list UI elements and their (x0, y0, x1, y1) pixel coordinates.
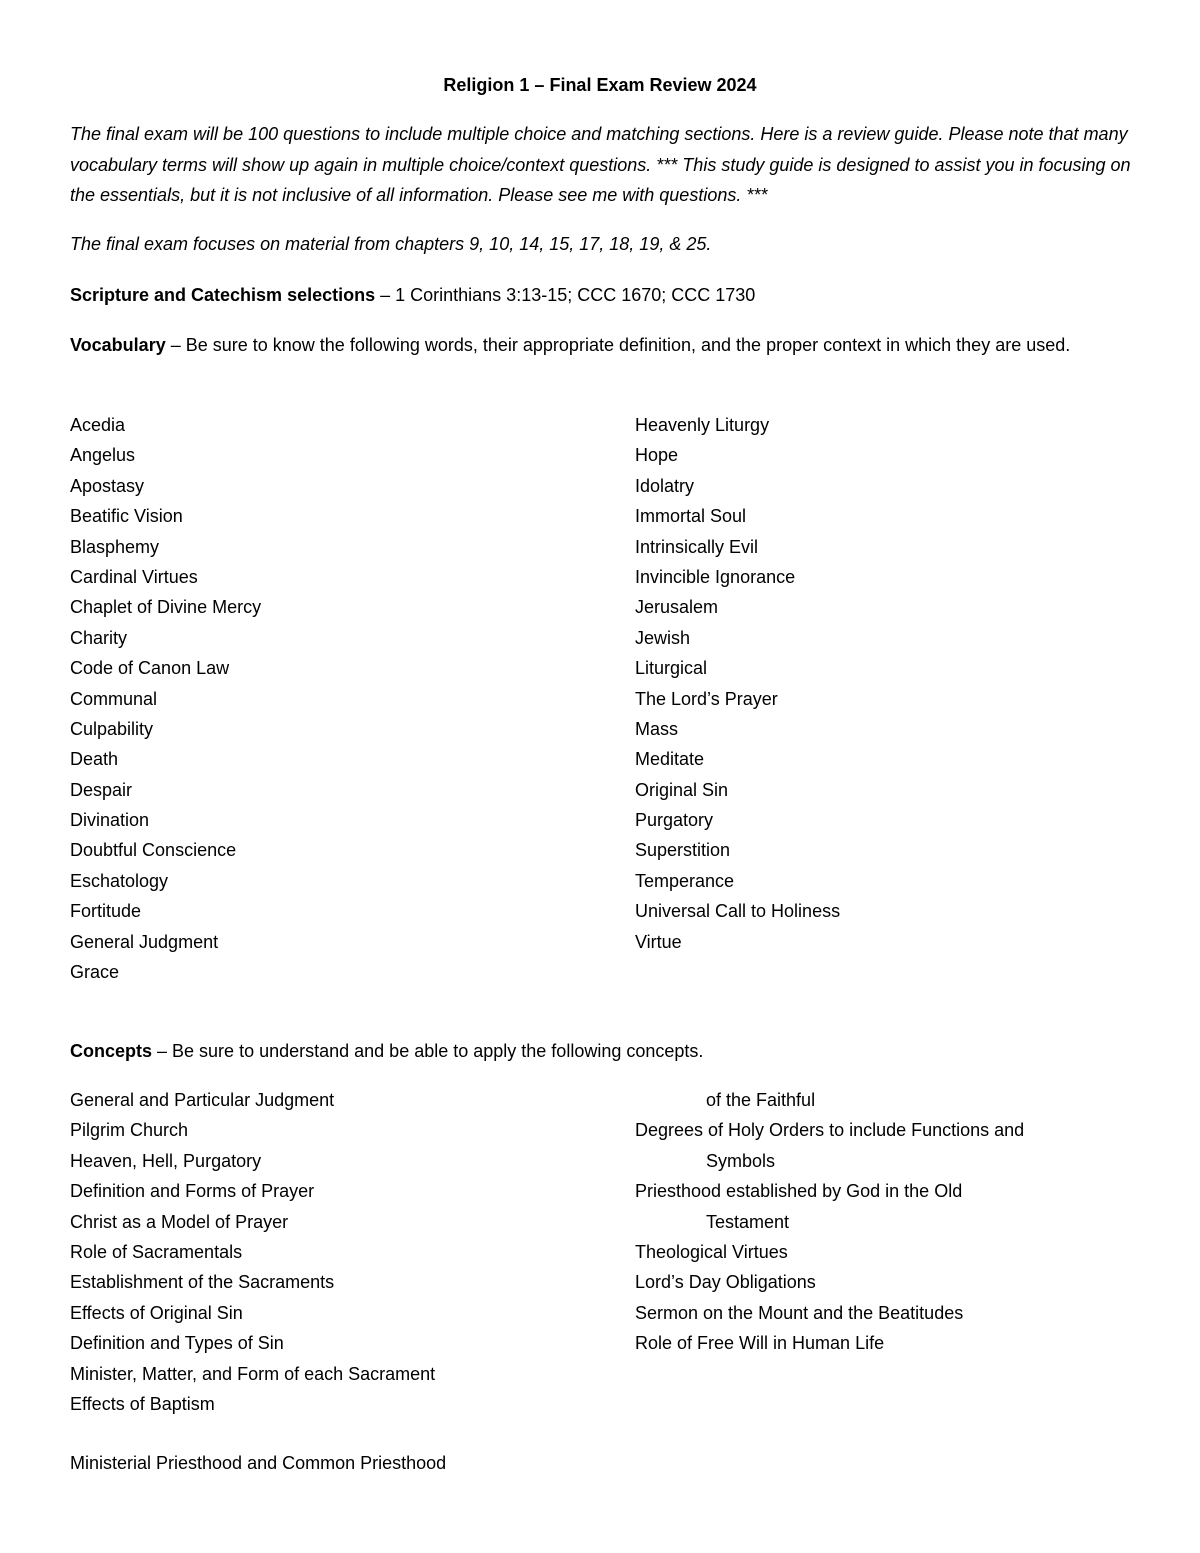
vocab-term: Blasphemy (70, 536, 160, 557)
vocab-term: Heavenly Liturgy (635, 415, 770, 435)
concept-item: Definition and Forms of Prayer (70, 1181, 315, 1202)
vocab-term: Hope (635, 445, 679, 466)
concept-item: Degrees of Holy Orders to include Functions and (635, 1120, 1025, 1141)
vocab-term: Jerusalem (635, 597, 719, 618)
concept-item-continuation: Symbols (706, 1150, 776, 1171)
concept-item: Effects of Baptism (70, 1393, 215, 1414)
concept-item: Role of Sacramentals (70, 1241, 243, 1262)
vocab-term: Death (70, 749, 119, 770)
vocab-term: Apostasy (70, 475, 145, 496)
vocab-term: Despair (70, 779, 133, 800)
vocab-term: General Judgment (70, 931, 219, 952)
vocabulary-label: Vocabulary (70, 335, 166, 355)
concept-item: Establishment of the Sacraments (70, 1272, 335, 1293)
vocab-term: Liturgical (635, 658, 708, 679)
vocab-term: Chaplet of Divine Mercy (70, 597, 262, 618)
scripture-line (70, 280, 1140, 311)
scripture-label: Scripture and Catechism selections (70, 285, 376, 305)
vocab-term: Acedia (70, 415, 126, 435)
concept-item: Role of Free Will in Human Life (635, 1333, 885, 1354)
vocab-term: Code of Canon Law (70, 658, 230, 679)
concept-item: Definition and Types of Sin (70, 1333, 284, 1354)
concepts-label: Concepts (70, 1041, 153, 1061)
vocab-term: Culpability (70, 718, 154, 739)
vocab-term: Intrinsically Evil (635, 536, 759, 557)
vocab-term: Beatific Vision (70, 506, 183, 527)
vocabulary-heading (70, 330, 1140, 361)
vocab-term: Mass (635, 718, 679, 739)
vocab-term: Cardinal Virtues (70, 566, 198, 587)
concepts-instructions: – Be sure to understand and be able to apply the following concepts. (152, 1041, 704, 1061)
concepts-list-left (70, 1085, 435, 1419)
vocab-term: Eschatology (70, 870, 169, 891)
concept-item: Pilgrim Church (70, 1120, 189, 1141)
vocab-term: Universal Call to Holiness (635, 901, 841, 922)
vocab-term: Temperance (635, 870, 735, 891)
vocab-term: Charity (70, 627, 128, 648)
vocab-term: Original Sin (635, 779, 729, 800)
concept-item: Theological Virtues (635, 1241, 788, 1262)
vocab-term: The Lord’s Prayer (635, 688, 778, 709)
concept-item: Christ as a Model of Prayer (70, 1211, 289, 1232)
vocab-term: Meditate (635, 749, 705, 770)
vocab-term: Angelus (70, 445, 136, 466)
scripture-text: – 1 Corinthians 3:13-15; CCC 1670; CCC 1730 (375, 285, 756, 305)
vocab-term: Superstition (635, 840, 731, 861)
vocabulary-instructions: – Be sure to know the following words, their appropriate definition, and the proper context in which they are used. (165, 335, 1071, 355)
concept-item-continuation: of the Faithful (706, 1090, 816, 1110)
concept-item: Effects of Original Sin (70, 1302, 243, 1323)
concept-item: Lord’s Day Obligations (635, 1272, 816, 1293)
vocab-term: Jewish (635, 627, 691, 648)
concepts-heading (70, 1036, 1140, 1067)
concept-item-continuation: Testament (706, 1211, 790, 1232)
concept-item-trailing: Ministerial Priesthood and Common Priesthood (70, 1453, 447, 1473)
vocabulary-list-left (70, 410, 261, 987)
vocab-term: Virtue (635, 931, 682, 952)
intro-paragraph: The final exam will be 100 questions to include multiple choice and matching sections. Here is a review guide. Please note that many vocabulary terms will show up again in multiple choice/context questions. *** This study guide is designed to assist you in focusing on the essentials, but it is not inclusive of all information. Please see me with questions. *** (70, 124, 1131, 205)
vocab-term: Communal (70, 688, 158, 709)
concept-item: Minister, Matter, and Form of each Sacrament (70, 1363, 436, 1384)
vocab-term: Divination (70, 810, 150, 831)
vocab-term: Idolatry (635, 475, 695, 496)
concept-item: Priesthood established by God in the Old (635, 1181, 963, 1202)
vocab-term: Immortal Soul (635, 506, 747, 527)
vocab-term: Purgatory (635, 810, 714, 831)
concept-item: General and Particular Judgment (70, 1090, 335, 1110)
vocab-term: Invincible Ignorance (635, 566, 796, 587)
chapters-note: The final exam focuses on material from chapters 9, 10, 14, 15, 17, 18, 19, & 25. (70, 234, 712, 254)
vocab-term: Grace (70, 962, 120, 983)
page-title: Religion 1 – Final Exam Review 2024 (443, 75, 757, 95)
vocabulary-list-right (635, 410, 840, 957)
vocab-term: Fortitude (70, 901, 142, 922)
vocab-term: Doubtful Conscience (70, 840, 237, 861)
concept-item: Sermon on the Mount and the Beatitudes (635, 1302, 964, 1323)
concepts-list-right (635, 1085, 1024, 1359)
concept-item: Heaven, Hell, Purgatory (70, 1150, 262, 1171)
